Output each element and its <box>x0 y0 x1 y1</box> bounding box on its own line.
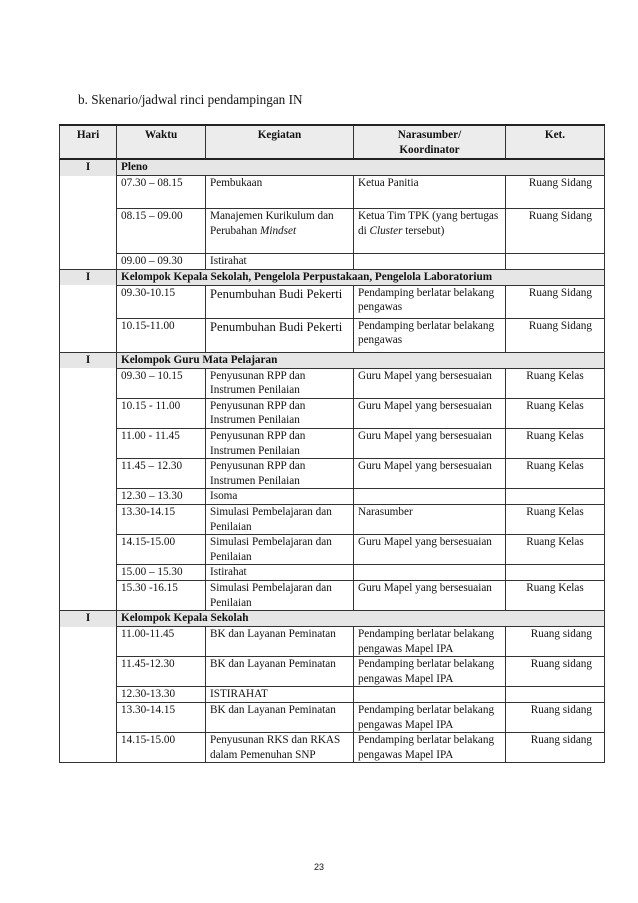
waktu-cell: 13.30-14.15 <box>117 703 206 733</box>
hari-cell <box>60 489 117 505</box>
narasumber-cell: Ketua Tim TPK (yang bertugas di Cluster tersebut) <box>354 209 506 254</box>
kegiatan-cell: Penumbuhan Budi Pekerti <box>206 318 354 352</box>
narasumber-cell: Pendamping berlatar belakang pengawas Mapel IPA <box>354 733 506 763</box>
waktu-cell: 09.30 – 10.15 <box>117 368 206 398</box>
narasumber-cell: Guru Mapel yang bersesuaian <box>354 368 506 398</box>
narasumber-cell: Pendamping berlatar belakang pengawas Mapel IPA <box>354 627 506 657</box>
ket-cell: Ruang Kelas <box>506 428 605 458</box>
narasumber-cell: Pendamping berlatar belakang pengawas <box>354 285 506 318</box>
kegiatan-cell: Penyusunan RKS dan RKAS dalam Pemenuhan SNP <box>206 733 354 763</box>
table-row <box>60 398 605 428</box>
hari-cell <box>60 459 117 489</box>
narasumber-cell <box>354 254 506 270</box>
section-row <box>60 611 605 627</box>
narasumber-cell: Narasumber <box>354 504 506 534</box>
waktu-cell: 09.00 – 09.30 <box>117 254 206 270</box>
table-row <box>60 580 605 610</box>
section-row <box>60 269 605 285</box>
table-row <box>60 703 605 733</box>
ket-cell <box>506 254 605 270</box>
hari-cell <box>60 657 117 687</box>
section-hari: I <box>60 611 117 627</box>
waktu-cell: 15.00 – 15.30 <box>117 565 206 581</box>
waktu-cell: 12.30-13.30 <box>117 687 206 703</box>
narasumber-cell: Pendamping berlatar belakang pengawas Mapel IPA <box>354 657 506 687</box>
waktu-cell: 09.30-10.15 <box>117 285 206 318</box>
header-ket: Ket. <box>506 125 605 159</box>
table-row <box>60 733 605 763</box>
header-narasumber: Narasumber/ Koordinator <box>354 125 506 159</box>
table-body <box>60 159 605 763</box>
hari-cell <box>60 580 117 610</box>
waktu-cell: 14.15-15.00 <box>117 535 206 565</box>
hari-cell <box>60 254 117 270</box>
hari-cell <box>60 504 117 534</box>
table-row <box>60 459 605 489</box>
section-title: Pleno <box>117 159 605 176</box>
ket-cell: Ruang Kelas <box>506 535 605 565</box>
waktu-cell: 15.30 -16.15 <box>117 580 206 610</box>
hari-cell <box>60 733 117 763</box>
ket-cell: Ruang Sidang <box>506 318 605 352</box>
section-heading: b. Skenario/jadwal rinci pendampingan IN <box>78 92 303 107</box>
waktu-cell: 11.45 – 12.30 <box>117 459 206 489</box>
kegiatan-cell: Isoma <box>206 489 354 505</box>
table-row <box>60 504 605 534</box>
table-row <box>60 368 605 398</box>
waktu-cell: 10.15 - 11.00 <box>117 398 206 428</box>
table-row <box>60 657 605 687</box>
schedule-table <box>59 124 605 763</box>
table-row <box>60 318 605 352</box>
table-row <box>60 176 605 209</box>
waktu-cell: 12.30 – 13.30 <box>117 489 206 505</box>
kegiatan-cell: Simulasi Pembelajaran dan Penilaian <box>206 535 354 565</box>
table-row <box>60 285 605 318</box>
kegiatan-cell: Penyusunan RPP dan Instrumen Penilaian <box>206 428 354 458</box>
kegiatan-cell: Penumbuhan Budi Pekerti <box>206 285 354 318</box>
table-row <box>60 687 605 703</box>
narasumber-cell <box>354 565 506 581</box>
kegiatan-cell: Istirahat <box>206 565 354 581</box>
waktu-cell: 14.15-15.00 <box>117 733 206 763</box>
hari-cell <box>60 687 117 703</box>
hari-cell <box>60 565 117 581</box>
narasumber-cell: Pendamping berlatar belakang pengawas <box>354 318 506 352</box>
waktu-cell: 11.00-11.45 <box>117 627 206 657</box>
narasumber-cell: Guru Mapel yang bersesuaian <box>354 535 506 565</box>
section-hari: I <box>60 159 117 176</box>
section-hari: I <box>60 352 117 368</box>
narasumber-cell: Guru Mapel yang bersesuaian <box>354 459 506 489</box>
waktu-cell: 13.30-14.15 <box>117 504 206 534</box>
header-waktu: Waktu <box>117 125 206 159</box>
ket-cell: Ruang sidang <box>506 703 605 733</box>
narasumber-cell: Guru Mapel yang bersesuaian <box>354 398 506 428</box>
section-row <box>60 352 605 368</box>
section-hari: I <box>60 269 117 285</box>
kegiatan-cell: BK dan Layanan Peminatan <box>206 703 354 733</box>
table-header-row <box>60 125 605 159</box>
section-row <box>60 159 605 176</box>
narasumber-cell <box>354 489 506 505</box>
ket-cell: Ruang Kelas <box>506 504 605 534</box>
narasumber-cell: Guru Mapel yang bersesuaian <box>354 580 506 610</box>
ket-cell: Ruang sidang <box>506 627 605 657</box>
ket-cell: Ruang Sidang <box>506 285 605 318</box>
header-kegiatan: Kegiatan <box>206 125 354 159</box>
section-title: Kelompok Guru Mata Pelajaran <box>117 352 605 368</box>
kegiatan-cell: Penyusunan RPP dan Instrumen Penilaian <box>206 398 354 428</box>
ket-cell <box>506 687 605 703</box>
kegiatan-cell: Istirahat <box>206 254 354 270</box>
table-row <box>60 428 605 458</box>
ket-cell: Ruang sidang <box>506 733 605 763</box>
kegiatan-cell: Penyusunan RPP dan Instrumen Penilaian <box>206 368 354 398</box>
table-row <box>60 565 605 581</box>
hari-cell <box>60 627 117 657</box>
ket-cell: Ruang sidang <box>506 657 605 687</box>
ket-cell: Ruang Sidang <box>506 176 605 209</box>
kegiatan-cell: Penyusunan RPP dan Instrumen Penilaian <box>206 459 354 489</box>
kegiatan-cell: Manajemen Kurikulum dan Perubahan Mindset <box>206 209 354 254</box>
waktu-cell: 07.30 – 08.15 <box>117 176 206 209</box>
hari-cell <box>60 285 117 318</box>
ket-cell <box>506 565 605 581</box>
narasumber-cell: Ketua Panitia <box>354 176 506 209</box>
table-row <box>60 489 605 505</box>
narasumber-cell: Pendamping berlatar belakang pengawas Mapel IPA <box>354 703 506 733</box>
table-row <box>60 254 605 270</box>
ket-cell: Ruang Sidang <box>506 209 605 254</box>
ket-cell: Ruang Kelas <box>506 398 605 428</box>
hari-cell <box>60 535 117 565</box>
page-number: 23 <box>313 862 324 872</box>
table-row <box>60 209 605 254</box>
table-row <box>60 535 605 565</box>
kegiatan-cell: Simulasi Pembelajaran dan Penilaian <box>206 504 354 534</box>
narasumber-cell <box>354 687 506 703</box>
section-title: Kelompok Kepala Sekolah, Pengelola Perpustakaan, Pengelola Laboratorium <box>117 269 605 285</box>
hari-cell <box>60 318 117 352</box>
hari-cell <box>60 703 117 733</box>
ket-cell <box>506 489 605 505</box>
hari-cell <box>60 428 117 458</box>
kegiatan-cell: BK dan Layanan Peminatan <box>206 657 354 687</box>
hari-cell <box>60 368 117 398</box>
ket-cell: Ruang Kelas <box>506 580 605 610</box>
table-row <box>60 627 605 657</box>
section-title: Kelompok Kepala Sekolah <box>117 611 605 627</box>
waktu-cell: 08.15 – 09.00 <box>117 209 206 254</box>
waktu-cell: 11.00 - 11.45 <box>117 428 206 458</box>
waktu-cell: 10.15-11.00 <box>117 318 206 352</box>
hari-cell <box>60 176 117 209</box>
kegiatan-cell: BK dan Layanan Peminatan <box>206 627 354 657</box>
kegiatan-cell: Pembukaan <box>206 176 354 209</box>
narasumber-cell: Guru Mapel yang bersesuaian <box>354 428 506 458</box>
ket-cell: Ruang Kelas <box>506 368 605 398</box>
waktu-cell: 11.45-12.30 <box>117 657 206 687</box>
kegiatan-cell: ISTIRAHAT <box>206 687 354 703</box>
hari-cell <box>60 398 117 428</box>
kegiatan-cell: Simulasi Pembelajaran dan Penilaian <box>206 580 354 610</box>
hari-cell <box>60 209 117 254</box>
header-hari: Hari <box>60 125 117 159</box>
ket-cell: Ruang Kelas <box>506 459 605 489</box>
